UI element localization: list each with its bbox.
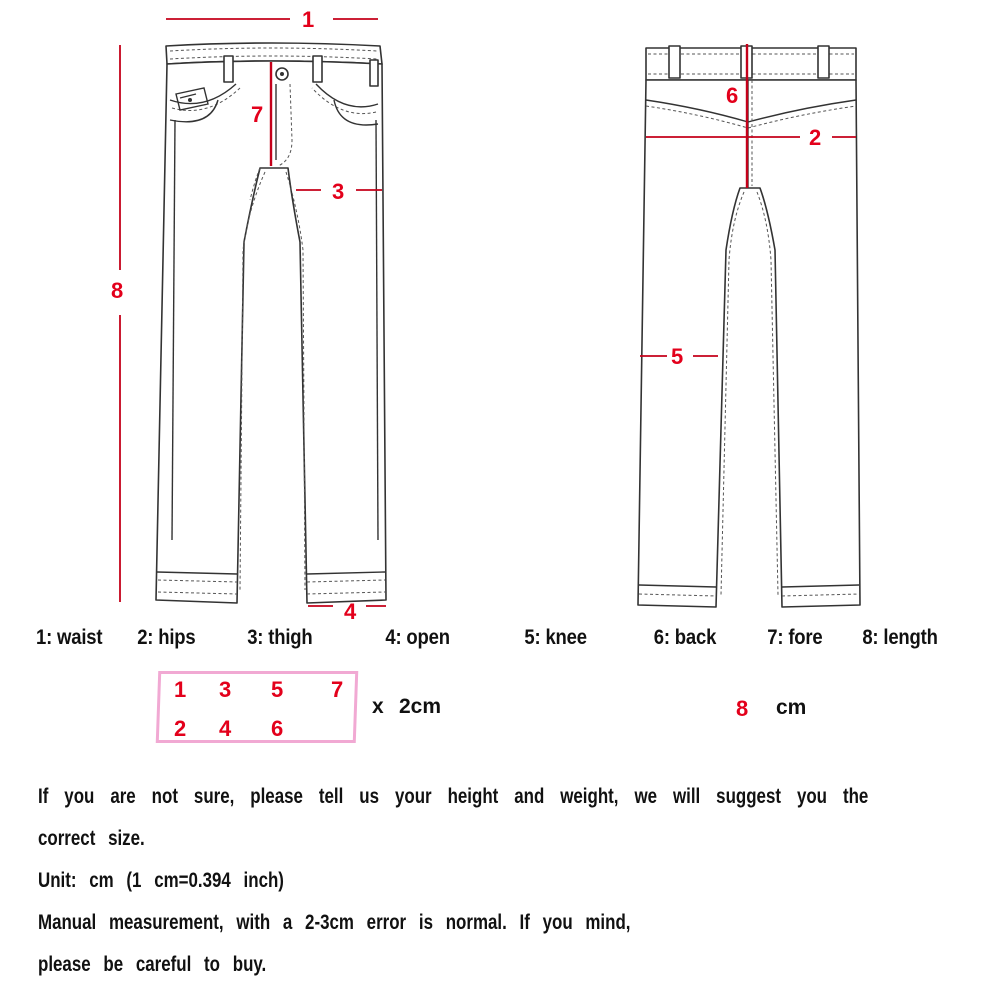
legend-waist: 1: waist [36,626,103,649]
length-unit: cm [776,696,807,719]
note-line-5: please be careful to buy. [38,953,267,976]
marker-5-label: 5 [671,344,684,369]
marker-3-label: 3 [332,179,345,204]
note-line-4: Manual measurement, with a 2-3cm error is normal. If you mind, [38,911,631,934]
legend-thigh: 3: thigh [247,626,313,649]
note-line-1: If you are not sure, please tell us your height and weight, we will suggest you the [38,785,869,808]
marker-6-label: 6 [726,83,739,108]
marker-2-label: 2 [809,125,822,150]
legend-length: 8: length [862,626,938,649]
marker-8-label: 8 [111,278,124,303]
marker-7-label: 7 [251,102,264,127]
marker-4-label: 4 [344,599,357,620]
size-box-num-4: 4 [219,716,232,741]
marker-1-label: 1 [302,7,315,32]
size-box-num-3: 3 [219,677,232,702]
legend-hips: 2: hips [137,626,196,649]
size-box-num-2: 2 [174,716,187,741]
legend-open: 4: open [385,626,450,649]
legend-back: 6: back [653,626,717,649]
size-multiplier: x [372,695,384,718]
back-pants-drawing [638,46,860,607]
legend-fore: 7: fore [767,626,823,649]
size-box-num-7: 7 [331,677,344,702]
size-notes [38,782,948,992]
note-line-3: Unit: cm (1 cm=0.394 inch) [38,869,284,892]
legend-knee: 5: knee [524,626,587,649]
size-value: 2cm [399,695,442,718]
length-number: 8 [736,696,749,721]
size-box-num-1: 1 [174,677,187,702]
note-line-2: correct size. [38,827,145,850]
size-box-num-5: 5 [271,677,284,702]
size-box-num-6: 6 [271,716,284,741]
